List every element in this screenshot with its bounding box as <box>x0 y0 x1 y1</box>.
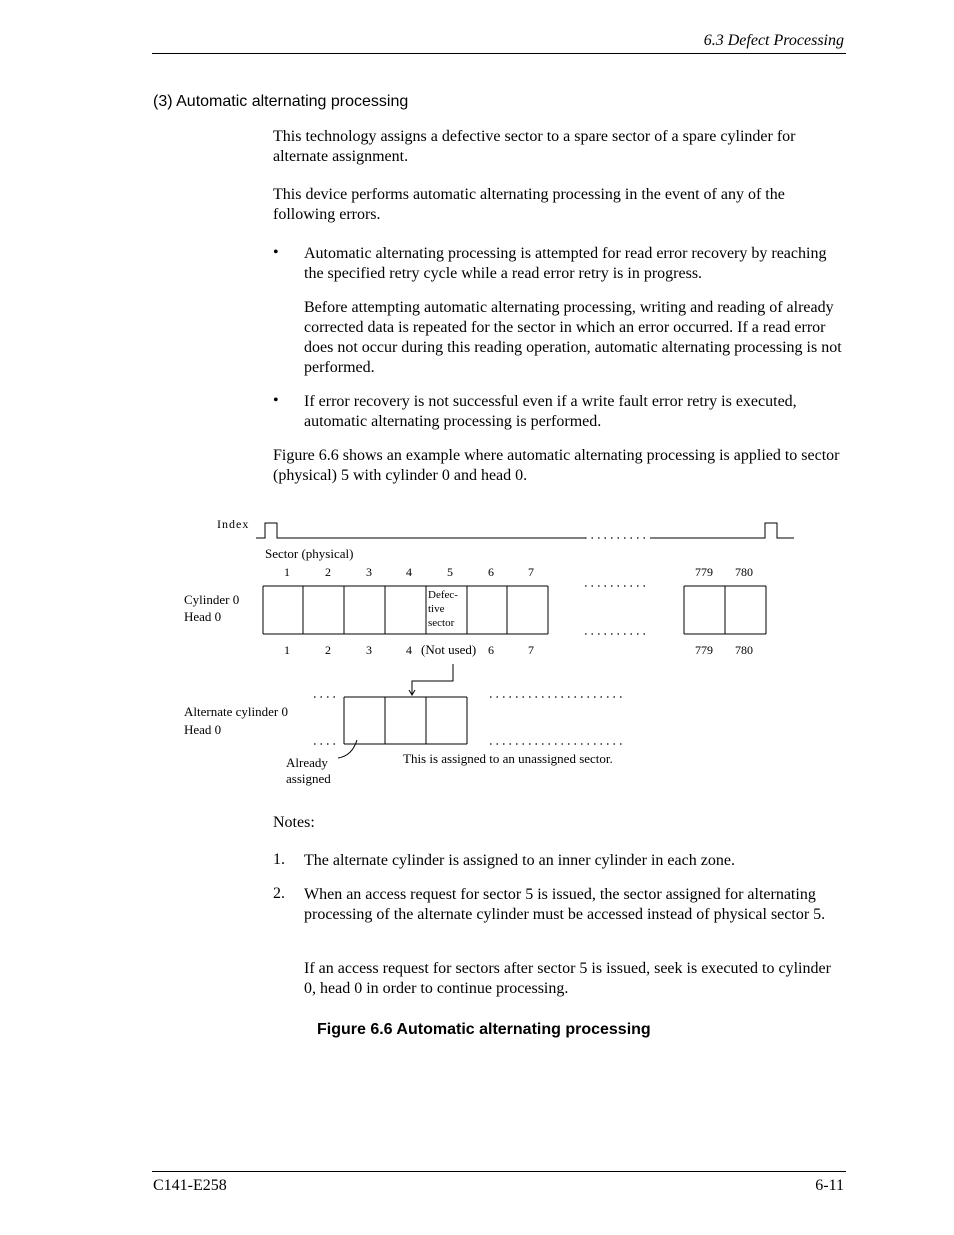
alternate-head-label: Head 0 <box>184 722 222 737</box>
note-access-request: When an access request for sector 5 is issued, the sector assigned for alternating processing of the alternate cylinder must be accessed instead of physical sector 5. <box>304 886 826 923</box>
already-assigned-label: Already <box>286 755 328 770</box>
top-sector-number: 780 <box>735 565 753 579</box>
sector-physical-label: Sector (physical) <box>265 546 354 561</box>
index-label: Index <box>217 517 250 531</box>
bottom-sector-number: 3 <box>366 643 372 657</box>
bullet-write-fault: If error recovery is not successful even if a write fault error retry is executed, automatic alternating processing is performed. <box>304 393 797 430</box>
index-pulse <box>256 523 794 538</box>
note-number: 2. <box>273 885 285 902</box>
section-heading: (3) Automatic alternating processing <box>153 93 409 110</box>
header-section-title: 6.3 Defect Processing <box>703 32 844 49</box>
note-number: 1. <box>273 851 285 868</box>
top-sector-number: 1 <box>284 565 290 579</box>
top-sector-number: 6 <box>488 565 494 579</box>
top-sector-numbers <box>284 565 753 579</box>
top-sector-number: 7 <box>528 565 534 579</box>
footer-page-number: 6-11 <box>815 1177 844 1194</box>
bottom-sector-number: 1 <box>284 643 290 657</box>
defective-sector-label: sector <box>428 617 455 629</box>
unassigned-note: This is assigned to an unassigned sector. <box>403 751 613 766</box>
bullet-read-error: Automatic alternating processing is attempted for read error recovery by reaching the specified retry cycle while a read error retry is in progress. <box>304 245 827 282</box>
alternate-cylinder-label: Alternate cylinder 0 <box>184 704 288 719</box>
footer-doc-id: C141-E258 <box>153 1177 227 1194</box>
paragraph-errors: This device performs automatic alternating processing in the event of any of the following errors. <box>273 186 785 223</box>
bottom-sector-number: 780 <box>735 643 753 657</box>
top-sector-number: 3 <box>366 565 372 579</box>
bottom-sector-number: 6 <box>488 643 494 657</box>
bullet-marker: • <box>273 244 279 261</box>
alternate-track <box>344 697 467 744</box>
bottom-sector-number: 779 <box>695 643 713 657</box>
defective-sector-label: tive <box>428 603 445 615</box>
top-sector-number: 5 <box>447 565 453 579</box>
head0-label: Head 0 <box>184 609 222 624</box>
paragraph-intro: This technology assigns a defective sector to a spare sector of a spare cylinder for alternate assignment. <box>273 128 796 165</box>
footer-rule <box>152 1171 846 1172</box>
note-seek-detail: If an access request for sectors after sector 5 is issued, seek is executed to cylinder 0, head 0 in order to continue processing. <box>304 960 831 997</box>
already-assigned-label: assigned <box>286 771 331 786</box>
cylinder0-label: Cylinder 0 <box>184 592 240 607</box>
bottom-sector-numbers <box>284 643 753 657</box>
bullet-read-error-detail: Before attempting automatic alternating processing, writing and reading of already corrected data is repeated for the sector in which an error occurred. If a read error does not occur during this reading operation, automatic alternating processing is not performed. <box>304 299 842 376</box>
defective-sector-label: Defec- <box>428 589 458 601</box>
cylinder0-track <box>263 586 766 634</box>
top-sector-number: 2 <box>325 565 331 579</box>
already-assigned-pointer <box>338 740 357 758</box>
bullet-marker: • <box>273 392 279 409</box>
reassign-arrow <box>409 664 453 695</box>
bottom-sector-number: 2 <box>325 643 331 657</box>
note-alternate-cylinder: The alternate cylinder is assigned to an inner cylinder in each zone. <box>304 852 735 869</box>
top-sector-number: 779 <box>695 565 713 579</box>
not-used-label: (Not used) <box>421 642 477 657</box>
figure-caption: Figure 6.6 Automatic alternating processing <box>317 1021 651 1038</box>
bottom-sector-number: 7 <box>528 643 534 657</box>
bottom-sector-number: 4 <box>406 643 412 657</box>
paragraph-figure-ref: Figure 6.6 shows an example where automatic alternating processing is applied to sector (physical) 5 with cylinder 0 and head 0. <box>273 447 840 484</box>
notes-title: Notes: <box>273 814 315 831</box>
top-sector-number: 4 <box>406 565 412 579</box>
